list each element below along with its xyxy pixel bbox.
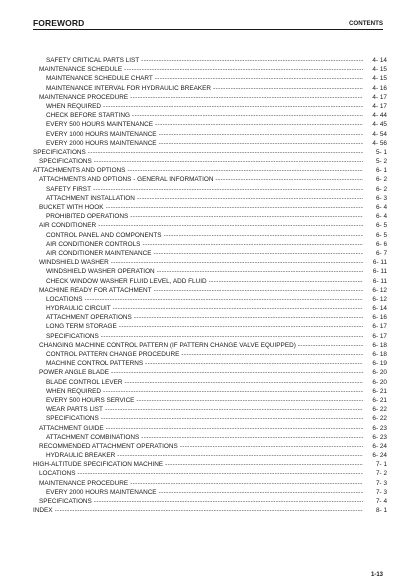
table-of-contents — [33, 56, 387, 515]
toc-entry-title: ATTACHMENT INSTALLATION — [46, 194, 135, 202]
toc-entry[interactable] — [33, 378, 387, 387]
toc-entry[interactable] — [33, 387, 387, 396]
toc-entry-title: ATTACHMENT OPERATIONS — [46, 314, 132, 322]
toc-entry-page: 4- 16 — [372, 84, 387, 92]
toc-entry[interactable] — [33, 506, 387, 515]
toc-entry-title: BUCKET WITH HOOK — [39, 204, 104, 211]
dot-leader — [141, 56, 363, 65]
toc-entry-title: EVERY 500 HOURS SERVICE — [46, 396, 135, 404]
dot-leader — [141, 433, 363, 442]
toc-entry-page: 7- 1 — [375, 461, 387, 469]
toc-entry[interactable] — [33, 130, 387, 139]
toc-entry-page: 6- 5 — [375, 222, 387, 230]
toc-entry-page: 7- 3 — [375, 479, 387, 487]
toc-entry-title: CONTROL PATTERN CHANGE PROCEDURE — [46, 351, 180, 358]
toc-entry-page: 6- 24 — [372, 452, 387, 460]
dot-leader — [98, 221, 363, 230]
toc-entry-page: 4- 45 — [372, 121, 387, 129]
toc-entry[interactable] — [33, 405, 387, 414]
toc-entry[interactable] — [33, 157, 387, 166]
toc-entry-page: 6- 17 — [372, 332, 387, 340]
toc-entry-page: 6- 12 — [372, 286, 387, 294]
toc-entry-title: MAINTENANCE SCHEDULE CHART — [46, 75, 153, 83]
dot-leader — [181, 350, 363, 359]
toc-entry-title: ATTACHMENT COMBINATIONS — [46, 433, 140, 441]
toc-entry[interactable] — [33, 479, 387, 488]
dot-leader — [101, 332, 363, 341]
toc-entry[interactable] — [33, 433, 387, 442]
dot-leader — [213, 84, 363, 93]
toc-entry-title: EVERY 1000 HOURS MAINTENANCE — [46, 130, 157, 138]
dot-leader — [111, 368, 363, 377]
toc-entry-page: 6- 4 — [375, 204, 387, 211]
toc-entry[interactable] — [33, 313, 387, 322]
toc-entry-page: 6- 18 — [372, 341, 387, 349]
toc-entry-page: 6- 21 — [372, 387, 387, 395]
toc-entry-page: 4- 44 — [372, 112, 387, 120]
toc-entry[interactable] — [33, 396, 387, 405]
toc-entry-title: ATTACHMENTS AND OPTIONS - GENERAL INFORMATION — [39, 176, 214, 184]
toc-entry-page: 6- 22 — [372, 415, 387, 423]
toc-entry-page: 6- 22 — [372, 406, 387, 414]
toc-entry[interactable] — [33, 120, 387, 129]
toc-entry-page: 7- 2 — [375, 470, 387, 478]
toc-entry-title: MACHINE READY FOR ATTACHMENT — [39, 286, 152, 294]
dot-leader — [127, 166, 363, 175]
toc-entry-title: MACHINE CONTROL PATTERNS — [46, 360, 144, 368]
dot-leader — [215, 175, 363, 184]
toc-entry-page: 6- 2 — [375, 185, 387, 193]
dot-leader — [55, 506, 363, 515]
toc-entry-title: PROHIBITED OPERATIONS — [46, 213, 129, 221]
toc-entry-page: 6- 11 — [372, 259, 387, 267]
toc-entry-title: WHEN REQUIRED — [46, 387, 102, 395]
toc-entry-page: 6- 23 — [372, 433, 387, 441]
toc-entry-page: 6- 16 — [372, 314, 387, 322]
toc-entry-title: SPECIFICATIONS — [33, 148, 86, 156]
toc-entry[interactable] — [33, 322, 387, 331]
toc-entry-page: 6- 21 — [372, 396, 387, 404]
dot-leader — [153, 249, 363, 258]
toc-entry[interactable] — [33, 277, 387, 286]
toc-entry-title: LOCATIONS — [39, 470, 76, 478]
toc-entry[interactable] — [33, 350, 387, 359]
toc-entry[interactable] — [33, 414, 387, 423]
toc-entry-title: AIR CONDITIONER MAINTENANCE — [46, 249, 152, 257]
dot-leader — [132, 111, 363, 120]
toc-entry-page: 6- 12 — [372, 295, 387, 303]
toc-entry-title: SAFETY FIRST — [46, 185, 91, 193]
toc-entry-title: MAINTENANCE PROCEDURE — [39, 93, 129, 101]
toc-entry-page: 6- 6 — [375, 240, 387, 248]
dot-leader — [137, 194, 363, 203]
toc-entry[interactable] — [33, 240, 387, 249]
toc-entry-title: EVERY 2000 HOURS MAINTENANCE — [46, 139, 157, 147]
toc-entry-title: CONTROL PANEL AND COMPONENTS — [46, 231, 162, 239]
toc-entry-title: MAINTENANCE INTERVAL FOR HYDRAULIC BREAKER — [46, 84, 212, 92]
toc-entry-page: 6- 7 — [375, 249, 387, 257]
dot-leader — [298, 341, 363, 350]
toc-entry[interactable] — [33, 469, 387, 478]
toc-entry[interactable] — [33, 203, 387, 212]
toc-entry-title: SPECIFICATIONS — [39, 498, 92, 505]
toc-entry[interactable] — [33, 185, 387, 194]
toc-entry-title: SPECIFICATIONS — [46, 415, 99, 423]
dot-leader — [119, 322, 363, 331]
toc-entry-page: 6- 3 — [375, 194, 387, 202]
toc-entry[interactable] — [33, 341, 387, 350]
toc-entry-page: 6- 19 — [372, 360, 387, 368]
dot-leader — [117, 451, 363, 460]
dot-leader — [157, 267, 363, 276]
toc-entry[interactable] — [33, 231, 387, 240]
toc-entry-page: 8- 1 — [375, 507, 387, 515]
dot-leader — [93, 185, 363, 194]
page-header — [33, 18, 383, 34]
toc-entry[interactable] — [33, 368, 387, 377]
toc-entry-title: CHECK WINDOW WASHER FLUID LEVEL, ADD FLUID — [46, 277, 207, 285]
toc-entry[interactable] — [33, 304, 387, 313]
toc-entry-page: 6- 18 — [372, 351, 387, 358]
toc-entry-title: RECOMMENDED ATTACHMENT OPERATIONS — [39, 442, 178, 450]
toc-entry[interactable] — [33, 451, 387, 460]
toc-entry[interactable] — [33, 111, 387, 120]
contents-label: CONTENTS — [348, 20, 383, 27]
dot-leader — [159, 130, 363, 139]
toc-entry[interactable] — [33, 93, 387, 102]
toc-entry-page: 4- 15 — [372, 66, 387, 74]
toc-entry[interactable] — [33, 148, 387, 157]
toc-entry-title: AIR CONDITIONER CONTROLS — [46, 240, 141, 248]
toc-entry[interactable] — [33, 286, 387, 295]
toc-entry[interactable] — [33, 212, 387, 221]
toc-entry-page: 7- 4 — [375, 498, 387, 505]
toc-entry-page: 5- 1 — [375, 148, 387, 156]
header-divider — [33, 29, 383, 30]
dot-leader — [142, 240, 363, 249]
toc-entry[interactable] — [33, 295, 387, 304]
toc-entry-page: 6- 23 — [372, 424, 387, 432]
toc-entry-page: 6- 17 — [372, 323, 387, 331]
dot-leader — [94, 157, 363, 166]
toc-entry-title: EVERY 2000 HOURS MAINTENANCE — [46, 488, 157, 496]
toc-entry-page: 4- 17 — [372, 93, 387, 101]
toc-entry[interactable] — [33, 488, 387, 497]
dot-leader — [130, 93, 363, 102]
toc-entry-title: HYDRAULIC BREAKER — [46, 452, 116, 460]
toc-entry[interactable] — [33, 424, 387, 433]
toc-entry[interactable] — [33, 460, 387, 469]
toc-entry-page: 4- 54 — [372, 130, 387, 138]
toc-entry[interactable] — [33, 258, 387, 267]
toc-entry[interactable] — [33, 166, 387, 175]
toc-entry-page: 6- 5 — [375, 231, 387, 239]
toc-entry[interactable] — [33, 442, 387, 451]
toc-entry-title: CHECK BEFORE STARTING — [46, 112, 130, 120]
dot-leader — [155, 120, 363, 129]
toc-entry-title: MAINTENANCE PROCEDURE — [39, 479, 129, 487]
toc-entry-page: 4- 14 — [372, 57, 387, 64]
toc-entry-page: 6- 11 — [372, 277, 387, 285]
dot-leader — [103, 387, 363, 396]
dot-leader — [124, 65, 363, 74]
toc-entry[interactable] — [33, 249, 387, 258]
dot-leader — [130, 479, 363, 488]
toc-entry-title: LONG TERM STORAGE — [46, 323, 117, 331]
dot-leader — [159, 488, 363, 497]
toc-entry[interactable] — [33, 175, 387, 184]
toc-entry-title: SPECIFICATIONS — [39, 158, 92, 166]
toc-entry[interactable] — [33, 102, 387, 111]
dot-leader — [84, 295, 363, 304]
dot-leader — [88, 148, 363, 157]
dot-leader — [77, 469, 363, 478]
toc-entry-title: BLADE CONTROL LEVER — [46, 378, 123, 386]
toc-entry-title: SPECIFICATIONS — [46, 332, 99, 340]
dot-leader — [113, 304, 363, 313]
toc-entry-page: 6- 14 — [372, 305, 387, 313]
toc-entry-title: WHEN REQUIRED — [46, 102, 102, 110]
toc-entry-page: 6- 4 — [375, 213, 387, 221]
toc-entry-page: 5- 2 — [375, 158, 387, 166]
toc-entry-page: 6- 2 — [375, 176, 387, 184]
dot-leader — [134, 313, 363, 322]
dot-leader — [180, 442, 363, 451]
toc-entry[interactable] — [33, 332, 387, 341]
toc-entry-page: 6- 20 — [372, 369, 387, 377]
toc-entry-title: INDEX — [33, 507, 53, 515]
toc-entry[interactable] — [33, 74, 387, 83]
toc-entry-page: 6- 24 — [372, 442, 387, 450]
toc-entry-page: 6- 1 — [375, 167, 387, 175]
dot-leader — [124, 378, 363, 387]
toc-entry-page: 6- 11 — [372, 268, 387, 276]
dot-leader — [105, 405, 363, 414]
toc-entry-page: 4- 56 — [372, 139, 387, 147]
toc-entry-page: 7- 3 — [375, 488, 387, 496]
toc-entry-title: WINDSHIELD WASHER OPERATION — [46, 268, 155, 276]
dot-leader — [145, 359, 363, 368]
toc-entry-page: 4- 15 — [372, 75, 387, 83]
toc-entry-title: WEAR PARTS LIST — [46, 406, 103, 414]
toc-entry-page: 4- 17 — [372, 102, 387, 110]
toc-entry-title: EVERY 500 HOURS MAINTENANCE — [46, 121, 154, 129]
dot-leader — [165, 460, 363, 469]
dot-leader — [159, 139, 363, 148]
toc-entry-title: SAFETY CRITICAL PARTS LIST — [46, 57, 140, 64]
dot-leader — [111, 258, 363, 267]
dot-leader — [103, 102, 363, 111]
toc-entry-title: LOCATIONS — [46, 295, 83, 303]
dot-leader — [164, 231, 363, 240]
dot-leader — [106, 424, 363, 433]
toc-entry[interactable] — [33, 139, 387, 148]
page-number: 1-13 — [370, 572, 383, 578]
toc-entry[interactable] — [33, 267, 387, 276]
toc-entry[interactable] — [33, 56, 387, 65]
dot-leader — [101, 414, 363, 423]
toc-entry-title: POWER ANGLE BLADE — [39, 369, 109, 377]
toc-entry[interactable] — [33, 359, 387, 368]
dot-leader — [209, 277, 363, 286]
toc-entry-title: ATTACHMENTS AND OPTIONS — [33, 167, 126, 175]
toc-entry-title: WINDSHIELD WASHER — [39, 259, 109, 267]
toc-entry[interactable] — [33, 194, 387, 203]
toc-entry[interactable] — [33, 84, 387, 93]
dot-leader — [154, 286, 363, 295]
toc-entry[interactable] — [33, 497, 387, 506]
dot-leader — [155, 74, 363, 83]
toc-entry-title: CHANGING MACHINE CONTROL PATTERN (IF PATTERN CHANGE VALVE EQUIPPED) — [39, 341, 296, 349]
toc-entry[interactable] — [33, 65, 387, 74]
toc-entry-title: MAINTENANCE SCHEDULE — [39, 66, 123, 74]
dot-leader — [106, 203, 363, 212]
toc-entry-page: 6- 20 — [372, 378, 387, 386]
section-title: FOREWORD — [33, 18, 85, 28]
dot-leader — [136, 396, 363, 405]
dot-leader — [94, 497, 363, 506]
toc-entry[interactable] — [33, 221, 387, 230]
toc-entry-title: HYDRAULIC CIRCUIT — [46, 305, 111, 313]
toc-entry-title: ATTACHMENT GUIDE — [39, 424, 104, 432]
toc-entry-title: HIGH-ALTITUDE SPECIFICATION MACHINE — [33, 461, 164, 469]
toc-entry-title: AIR CONDITIONER — [39, 222, 97, 230]
dot-leader — [130, 212, 363, 221]
